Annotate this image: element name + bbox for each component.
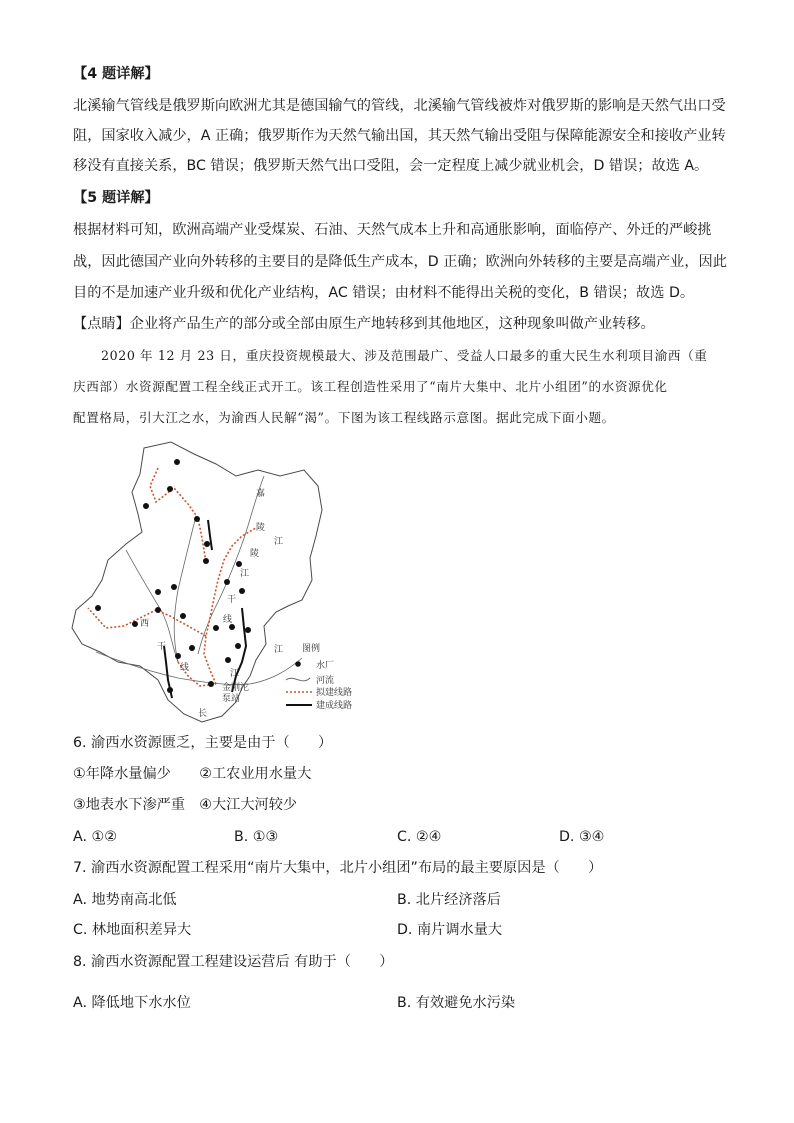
q4-line-2: 阻，国家收入减少，A 正确；俄罗斯作为天然气输出国，其天然气输出受阻与保障能源安全和接收产业转 [73, 128, 726, 144]
q6-statements-2: ③地表水下渗严重 ④大江大河较少 [73, 797, 298, 813]
map-legend [286, 642, 352, 711]
legend-item-river: 河流 [316, 676, 335, 686]
region-outline [72, 442, 322, 722]
legend-river-symbol [286, 678, 310, 681]
q8-option-b: B. 有效避免水污染 [397, 995, 516, 1011]
q7-option-a: A. 地势南高北低 [73, 892, 177, 908]
q4-line-3: 移没有直接关系，BC 错误；俄罗斯天然气出口受阻，会一定程度上减少就业机会，D 错误；故选 A。 [73, 158, 709, 174]
q5-heading: 【5 题详解】 [73, 190, 159, 206]
map-label-jia: 嘉 [256, 489, 266, 499]
passage-line-2: 庆西部）水资源配置工程全线正式开工。该工程创造性采用了“南片大集中、北片小组团”的水资源优化 [73, 379, 668, 394]
q6-stem: 6. 渝西水资源匮乏，主要是由于（ ） [73, 735, 333, 751]
map-label-jiang2: 江 [240, 569, 250, 579]
legend-item-planned: 拟建线路 [316, 688, 353, 698]
map-label-xi: 西 [140, 619, 150, 629]
q7-stem: 7. 渝西水资源配置工程采用“南片大集中，北片小组团”布局的最主要原因是（ ） [73, 860, 603, 876]
q8-option-a: A. 降低地下水水位 [73, 995, 191, 1011]
map-label-ling: 陵 [256, 523, 266, 533]
station-sub: 泵站 [222, 694, 241, 704]
q6-option-c: C. ②④ [397, 829, 442, 845]
map-label-xian: 线 [223, 615, 233, 625]
map-label-gan2: 干 [157, 642, 167, 652]
q7-option-b: B. 北片经济落后 [397, 892, 501, 908]
q8-stem: 8. 渝西水资源配置工程建设运营后 有助于（ ） [73, 954, 394, 970]
q7-option-c: C. 林地面积差异大 [73, 922, 192, 938]
passage-line-3: 配置格局，引大江之水，为渝西人民解“渴”。下图为该工程线路示意图。据此完成下面小题。 [73, 410, 615, 425]
map-label-jiang: 江 [274, 537, 284, 547]
legend-item-built: 建成线路 [316, 701, 353, 711]
q6-option-d: D. ③④ [559, 829, 605, 845]
map-label-jiang3: 江 [274, 645, 284, 655]
q6-statements-1: ①年降水量偏少 ②工农业用水量大 [73, 766, 312, 782]
q5-note: 【点睛】企业将产品生产的部分或全部由原生产地转移到其他地区，这种现象叫做产业转移。 [73, 316, 655, 332]
q6-option-b: B. ①③ [234, 829, 279, 845]
passage-line-1: 2020 年 12 月 23 日，重庆投资规模最大、涉及范围最广、受益人口最多的重大民生水利项目渝西（重 [101, 348, 708, 363]
legend-title: 图例 [302, 644, 321, 654]
legend-plant-symbol [295, 661, 301, 667]
map-label-chang: 长 [198, 709, 208, 719]
map-label-gan: 干 [227, 595, 237, 605]
q7-option-d: D. 南片调水量大 [397, 922, 503, 938]
q4-heading: 【4 题详解】 [73, 66, 159, 82]
q6-option-a: A. ①② [73, 829, 117, 845]
map-label-xian2: 线 [180, 663, 190, 673]
water-project-map [66, 440, 376, 725]
q5-line-2: 战，因此德国产业向外转移的主要目的是降低生产成本，D 正确；欧洲向外转移的主要是高端产业，因此 [73, 254, 727, 270]
q5-line-1: 根据材料可知，欧洲高端产业受煤炭、石油、天然气成本上升和高通胀影响，面临停产、外迁的严峻挑 [73, 222, 712, 238]
station-name: 金刚沱 [222, 683, 250, 693]
legend-item-plant: 水厂 [316, 661, 335, 671]
map-label-ling2: 陵 [250, 549, 260, 559]
q4-line-1: 北溪输气管线是俄罗斯向欧洲尤其是德国输气的管线，北溪输气管线被炸对俄罗斯的影响是天然气出口受 [73, 98, 726, 114]
q5-line-3: 目的不是加速产业升级和优化产业结构，AC 错误；由材料不能得出关税的变化，B 错误；故选 D。 [73, 285, 695, 301]
map-label-jiang4: 江 [230, 669, 240, 679]
